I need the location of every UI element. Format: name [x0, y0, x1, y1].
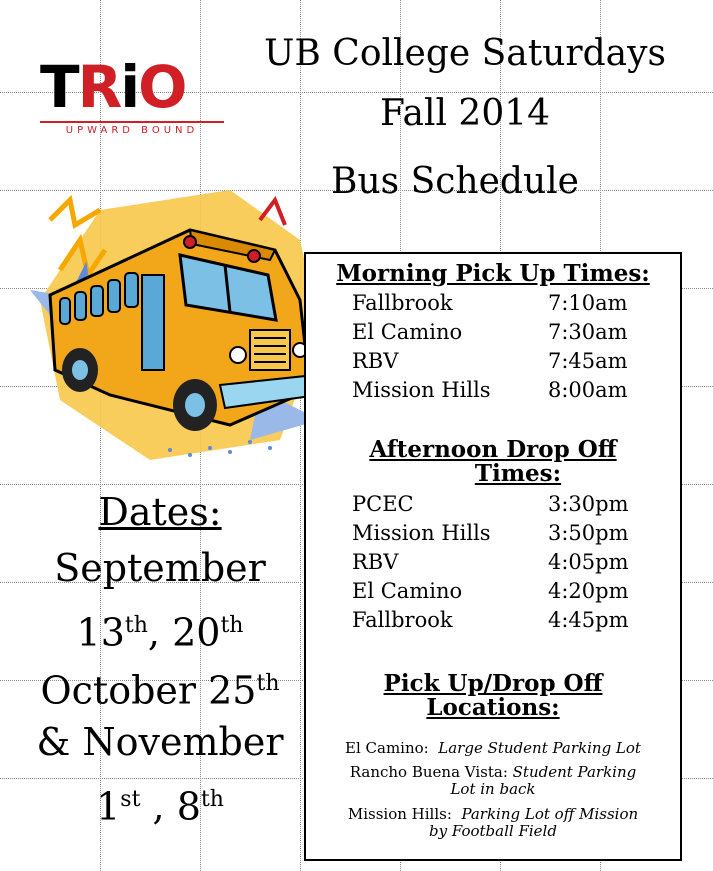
- dates-heading: Dates:: [98, 490, 222, 534]
- morning-row: Fallbrook 7:10am: [352, 291, 628, 315]
- school-bus-image: [30, 180, 330, 470]
- afternoon-row: El Camino 4:20pm: [352, 579, 629, 603]
- afternoon-row: Mission Hills 3:50pm: [352, 521, 629, 545]
- trio-logo: [40, 55, 228, 145]
- location-item: El Camino: Large Student Parking Lot: [345, 739, 641, 757]
- afternoon-row: PCEC 3:30pm: [352, 492, 629, 516]
- afternoon-heading-line-2: Times:: [474, 460, 562, 487]
- title-line-3: Bus Schedule: [331, 161, 579, 202]
- morning-row: RBV 7:45am: [352, 349, 628, 373]
- dates-month-september: September: [54, 546, 266, 590]
- dates-month-november: & November: [36, 720, 284, 764]
- logo-rule: [40, 121, 224, 123]
- dates-october: October 25th: [40, 668, 280, 713]
- logo-wordmark: TRiO: [40, 53, 186, 121]
- title-line-1: UB College Saturdays: [264, 33, 666, 74]
- morning-row: El Camino 7:30am: [352, 320, 628, 344]
- location-item: Mission Hills: Parking Lot off Mission by Football Field: [347, 805, 639, 840]
- title-line-2: Fall 2014: [379, 93, 551, 134]
- afternoon-row: Fallbrook 4:45pm: [352, 608, 629, 632]
- locations-heading-line-1: Pick Up/Drop Off: [383, 670, 603, 697]
- morning-row: Mission Hills 8:00am: [352, 378, 628, 402]
- morning-heading: Morning Pick Up Times:: [336, 260, 650, 287]
- logo-tagline: UPWARD BOUND: [65, 125, 199, 136]
- dates-september-days: 13th, 20th: [76, 610, 244, 655]
- location-item: Rancho Buena Vista: Student Parking Lot in back: [349, 763, 637, 798]
- afternoon-row: RBV 4:05pm: [352, 550, 629, 574]
- afternoon-heading-line-1: Afternoon Drop Off: [369, 436, 617, 463]
- locations-heading-line-2: Locations:: [426, 694, 560, 721]
- schedule-box: [304, 252, 682, 861]
- dates-november-days: 1st , 8th: [96, 784, 224, 829]
